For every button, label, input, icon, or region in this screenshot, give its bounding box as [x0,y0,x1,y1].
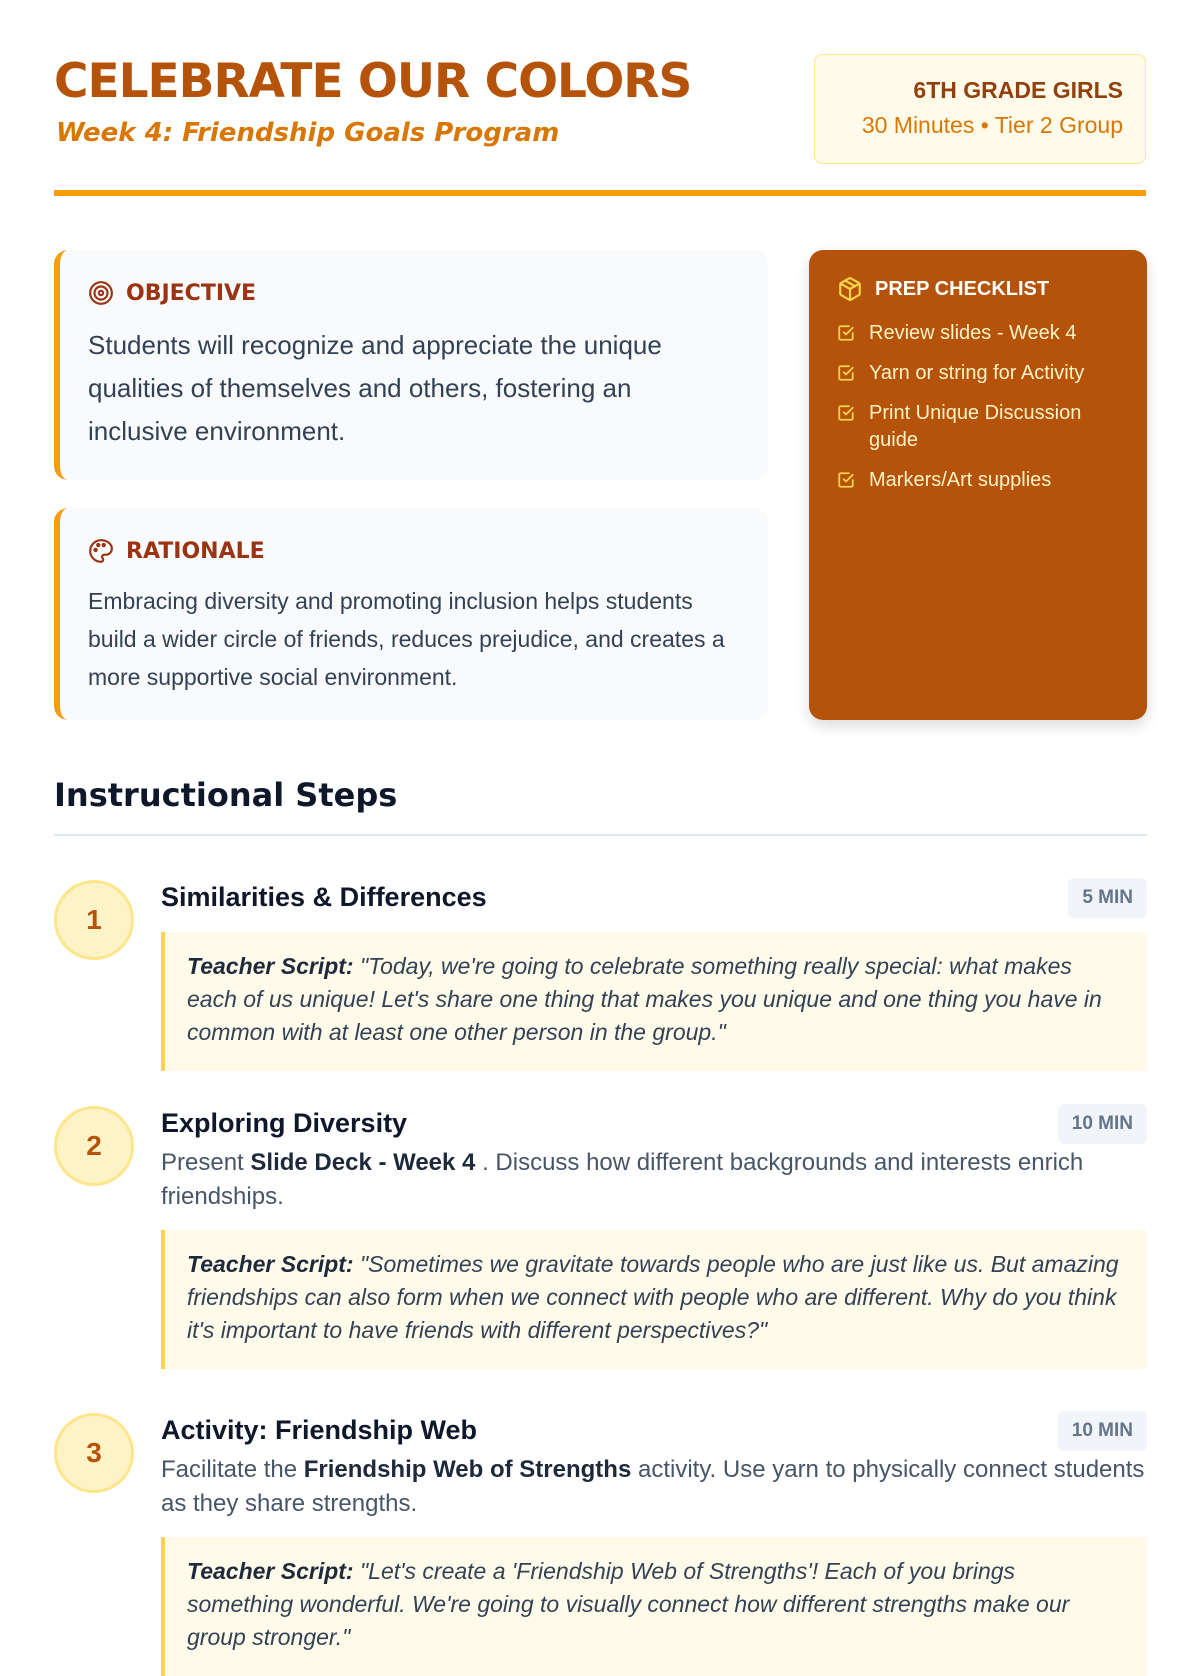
step-title: Exploring Diversity [161,1108,408,1138]
box-icon [837,276,863,302]
step-title: Similarities & Differences [161,882,487,912]
step-number-badge: 1 [54,880,134,960]
prep-checklist-title: PREP CHECKLIST [875,277,1050,300]
section-title: Instructional Steps [54,776,398,814]
step-number-badge: 3 [54,1413,134,1493]
page-subtitle: Week 4: Friendship Goals Program [56,118,560,148]
teacher-script-label: Teacher Script: [187,1251,354,1277]
step-duration-badge: 10 MIN [1058,1104,1147,1144]
step-duration-badge: 5 MIN [1068,878,1147,918]
page-title: CELEBRATE OUR COLORS [54,54,692,109]
teacher-script-text: "Today, we're going to celebrate something really special: what makes each of us unique! Let's share one thing that makes you unique and one thing you have in common with at least one other person in the group." [187,953,1102,1045]
step-title: Activity: Friendship Web [161,1415,478,1445]
step-description [161,1453,1147,1521]
step-body [161,1104,1147,1369]
page-header [54,0,1146,196]
prep-checklist-header [837,276,1121,302]
session-info-box [814,54,1146,164]
checklist-item-label: Yarn or string for Activity [869,362,1085,384]
step-description-text: Facilitate the [161,1456,304,1483]
objective-text: Students will recognize and appreciate the unique qualities of themselves and others, fostering an inclusive environment. [88,330,662,446]
step-body [161,1411,1147,1676]
session-details: 30 Minutes • Tier 2 Group [861,112,1123,138]
step-description-text: activity. Use yarn to physically connect students as they share strengths. [161,1456,1145,1517]
rationale-header [88,538,734,564]
rationale-title: RATIONALE [126,538,265,564]
checklist-item[interactable] [837,400,1121,454]
checklist-item[interactable] [837,467,1121,494]
step-number-badge: 2 [54,1106,134,1186]
checkbox-icon [837,324,855,342]
checklist-item-label: Review slides - Week 4 [869,322,1077,344]
palette-icon [88,538,114,564]
objective-card [54,250,768,480]
step-duration-badge: 10 MIN [1058,1411,1147,1451]
checkbox-icon [837,364,855,382]
rationale-card [54,508,768,720]
checkbox-icon [837,404,855,422]
checklist-item[interactable] [837,360,1121,387]
teacher-script-text: "Sometimes we gravitate towards people who are just like us. But amazing friendships can also form when we connect with people who are different. Why do you think it's important to have friends with different perspectives?" [187,1251,1119,1343]
step-description-text: Present [161,1149,251,1176]
teacher-script [161,932,1147,1071]
prep-checklist [837,320,1121,494]
step-activity-name: Friendship Web of Strengths [303,1456,632,1483]
step-body [161,878,1147,1071]
instructional-steps-header [54,776,1147,836]
objective-header [88,280,734,306]
checkbox-icon [837,471,855,489]
checklist-item[interactable] [837,320,1121,347]
step-resource-name: Slide Deck - Week 4 [250,1149,476,1176]
teacher-script-label: Teacher Script: [187,953,354,979]
objective-title: OBJECTIVE [126,280,257,306]
target-icon [88,280,114,306]
teacher-script-label: Teacher Script: [187,1558,354,1584]
teacher-script-text: "Let's create a 'Friendship Web of Strengths'! Each of you brings something wonderful. We're going to visually connect how different strengths make our group stronger." [187,1558,1070,1650]
teacher-script [161,1537,1147,1676]
grade-label: 6TH GRADE GIRLS [913,77,1123,103]
checklist-item-label: Markers/Art supplies [869,469,1052,491]
teacher-script [161,1230,1147,1369]
checklist-item-label: Print Unique Discussion guide [869,402,1082,451]
rationale-text: Embracing diversity and promoting inclusion helps students build a wider circle of friends, reduces prejudice, and creates a more supportive social environment. [88,588,725,690]
step-description-text: . Discuss how different backgrounds and interests enrich friendships. [161,1149,1084,1210]
step-description [161,1146,1147,1214]
prep-checklist-card [809,250,1147,720]
